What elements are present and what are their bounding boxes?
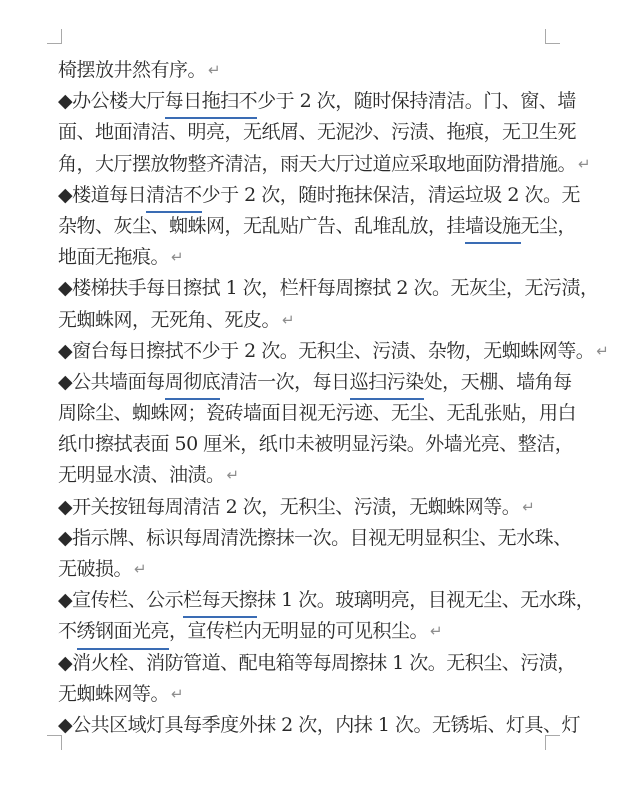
text-line <box>58 616 558 647</box>
text-segment: 周除尘、蜘蛛网；瓷砖墙面目视无污迹、无尘、无乱张贴，用白 <box>58 402 577 425</box>
text-segment: ◆窗台每日擦拭不少于 2 次。无积尘、污渍、杂物，无蜘蛛网等。 <box>58 339 595 362</box>
underlined-text: 清洁不 <box>146 180 202 213</box>
text-segment: ，宣传栏内无明显的可见积尘。 <box>169 620 429 643</box>
text-segment: ◆楼梯扶手每日擦拭 1 次，栏杆每周擦拭 2 次。无灰尘，无污渍， <box>58 277 599 300</box>
crop-mark-top-left <box>47 29 62 44</box>
underlined-text: 绣钢面光亮 <box>77 616 170 649</box>
text-segment: ◆公共区域灯具每季度外抹 2 次，内抹 1 次。无锈垢、灯具、灯 <box>58 713 580 736</box>
text-segment: 不 <box>58 620 77 643</box>
text-segment: 椅摆放井然有序。 <box>58 59 207 81</box>
paragraph-mark-icon: ↵ <box>282 310 295 329</box>
text-segment: 杂物、灰尘、蜘蛛网，无乱贴广告、乱堆乱放，挂 <box>58 214 466 237</box>
document-text <box>58 55 609 741</box>
text-segment: 清洁一次，每日 <box>220 370 350 393</box>
text-segment: ◆消火栓、消防管道、配电箱等每周擦抹 1 次。无积尘、污渍， <box>58 651 576 674</box>
text-segment: ◆楼道每日 <box>58 183 147 206</box>
text-segment: 少于 2 次，随时保持清洁。门、窗、墙 <box>257 90 576 113</box>
text-segment: 无明显水渍、油渍。 <box>58 464 225 487</box>
text-line <box>58 679 558 710</box>
crop-mark-top-right <box>545 29 560 44</box>
text-line <box>58 55 558 86</box>
text-segment: 少于 2 次，随时拖抹保洁，清运垃圾 2 次。无 <box>201 183 580 206</box>
paragraph-mark-icon: ↵ <box>522 497 535 516</box>
text-segment: 处，天棚、墙角每 <box>423 370 572 393</box>
text-segment: 抹 1 次。玻璃明亮，目视无尘、无水珠， <box>257 589 595 612</box>
text-line <box>58 367 572 398</box>
text-line <box>58 117 577 148</box>
text-line <box>58 710 580 741</box>
underlined-text: 周彻底 <box>165 367 221 400</box>
paragraph-mark-icon: ↵ <box>596 341 609 360</box>
text-segment: 角，大厅摆放物整齐清洁，雨天大厅过道应采取地面防滑措施。 <box>58 152 577 175</box>
text-line <box>58 273 599 304</box>
paragraph-mark-icon: ↵ <box>171 248 184 267</box>
paragraph-mark-icon: ↵ <box>208 61 221 79</box>
text-line <box>58 211 577 242</box>
text-line <box>58 554 558 585</box>
text-line <box>58 242 558 273</box>
paragraph-mark-icon: ↵ <box>430 622 443 641</box>
text-segment: ◆指示牌、标识每周清洗擦抹一次。目视无明显积尘、无水珠、 <box>58 526 572 549</box>
text-line <box>58 180 580 211</box>
underlined-text: 栏每天擦 <box>183 585 257 618</box>
text-line <box>58 336 609 367</box>
text-line <box>58 523 572 554</box>
text-segment: ◆公共墙面每 <box>58 370 165 393</box>
underlined-text: 巡扫污染 <box>350 367 424 400</box>
text-segment: ◆开关按钮每周清洁 2 次，无积尘、污渍，无蜘蛛网等。 <box>58 495 521 518</box>
paragraph-mark-icon: ↵ <box>171 684 184 703</box>
text-segment: 纸巾擦拭表面 50 厘米，纸巾未被明显污染。外墙光亮、整洁， <box>58 433 574 456</box>
text-segment: ◆宣传栏、公示 <box>58 589 184 612</box>
text-segment: 无尘， <box>520 214 577 237</box>
text-segment: 无破损。 <box>58 558 133 580</box>
text-line <box>58 86 576 117</box>
text-segment: 面、地面清洁、明亮，无纸屑、无泥沙、污渍、拖痕，无卫生死 <box>58 121 577 144</box>
underlined-text: 每日拖扫不 <box>165 86 258 119</box>
underlined-text: 墙设施 <box>465 211 521 244</box>
text-line <box>58 460 558 491</box>
text-segment: ◆办公楼大厅 <box>58 90 165 113</box>
text-segment: 地面无拖痕。 <box>58 246 170 269</box>
text-line <box>58 648 576 679</box>
text-line <box>58 585 595 616</box>
text-line <box>58 305 558 336</box>
text-line <box>58 149 591 180</box>
text-line <box>58 492 558 523</box>
paragraph-mark-icon: ↵ <box>578 154 591 173</box>
paragraph-mark-icon: ↵ <box>226 466 239 485</box>
text-segment: 无蜘蛛网等。 <box>58 682 170 705</box>
text-line <box>58 398 577 429</box>
text-line <box>58 429 574 460</box>
text-segment: 无蜘蛛网，无死角、死皮。 <box>58 308 281 331</box>
paragraph-mark-icon: ↵ <box>134 560 147 578</box>
